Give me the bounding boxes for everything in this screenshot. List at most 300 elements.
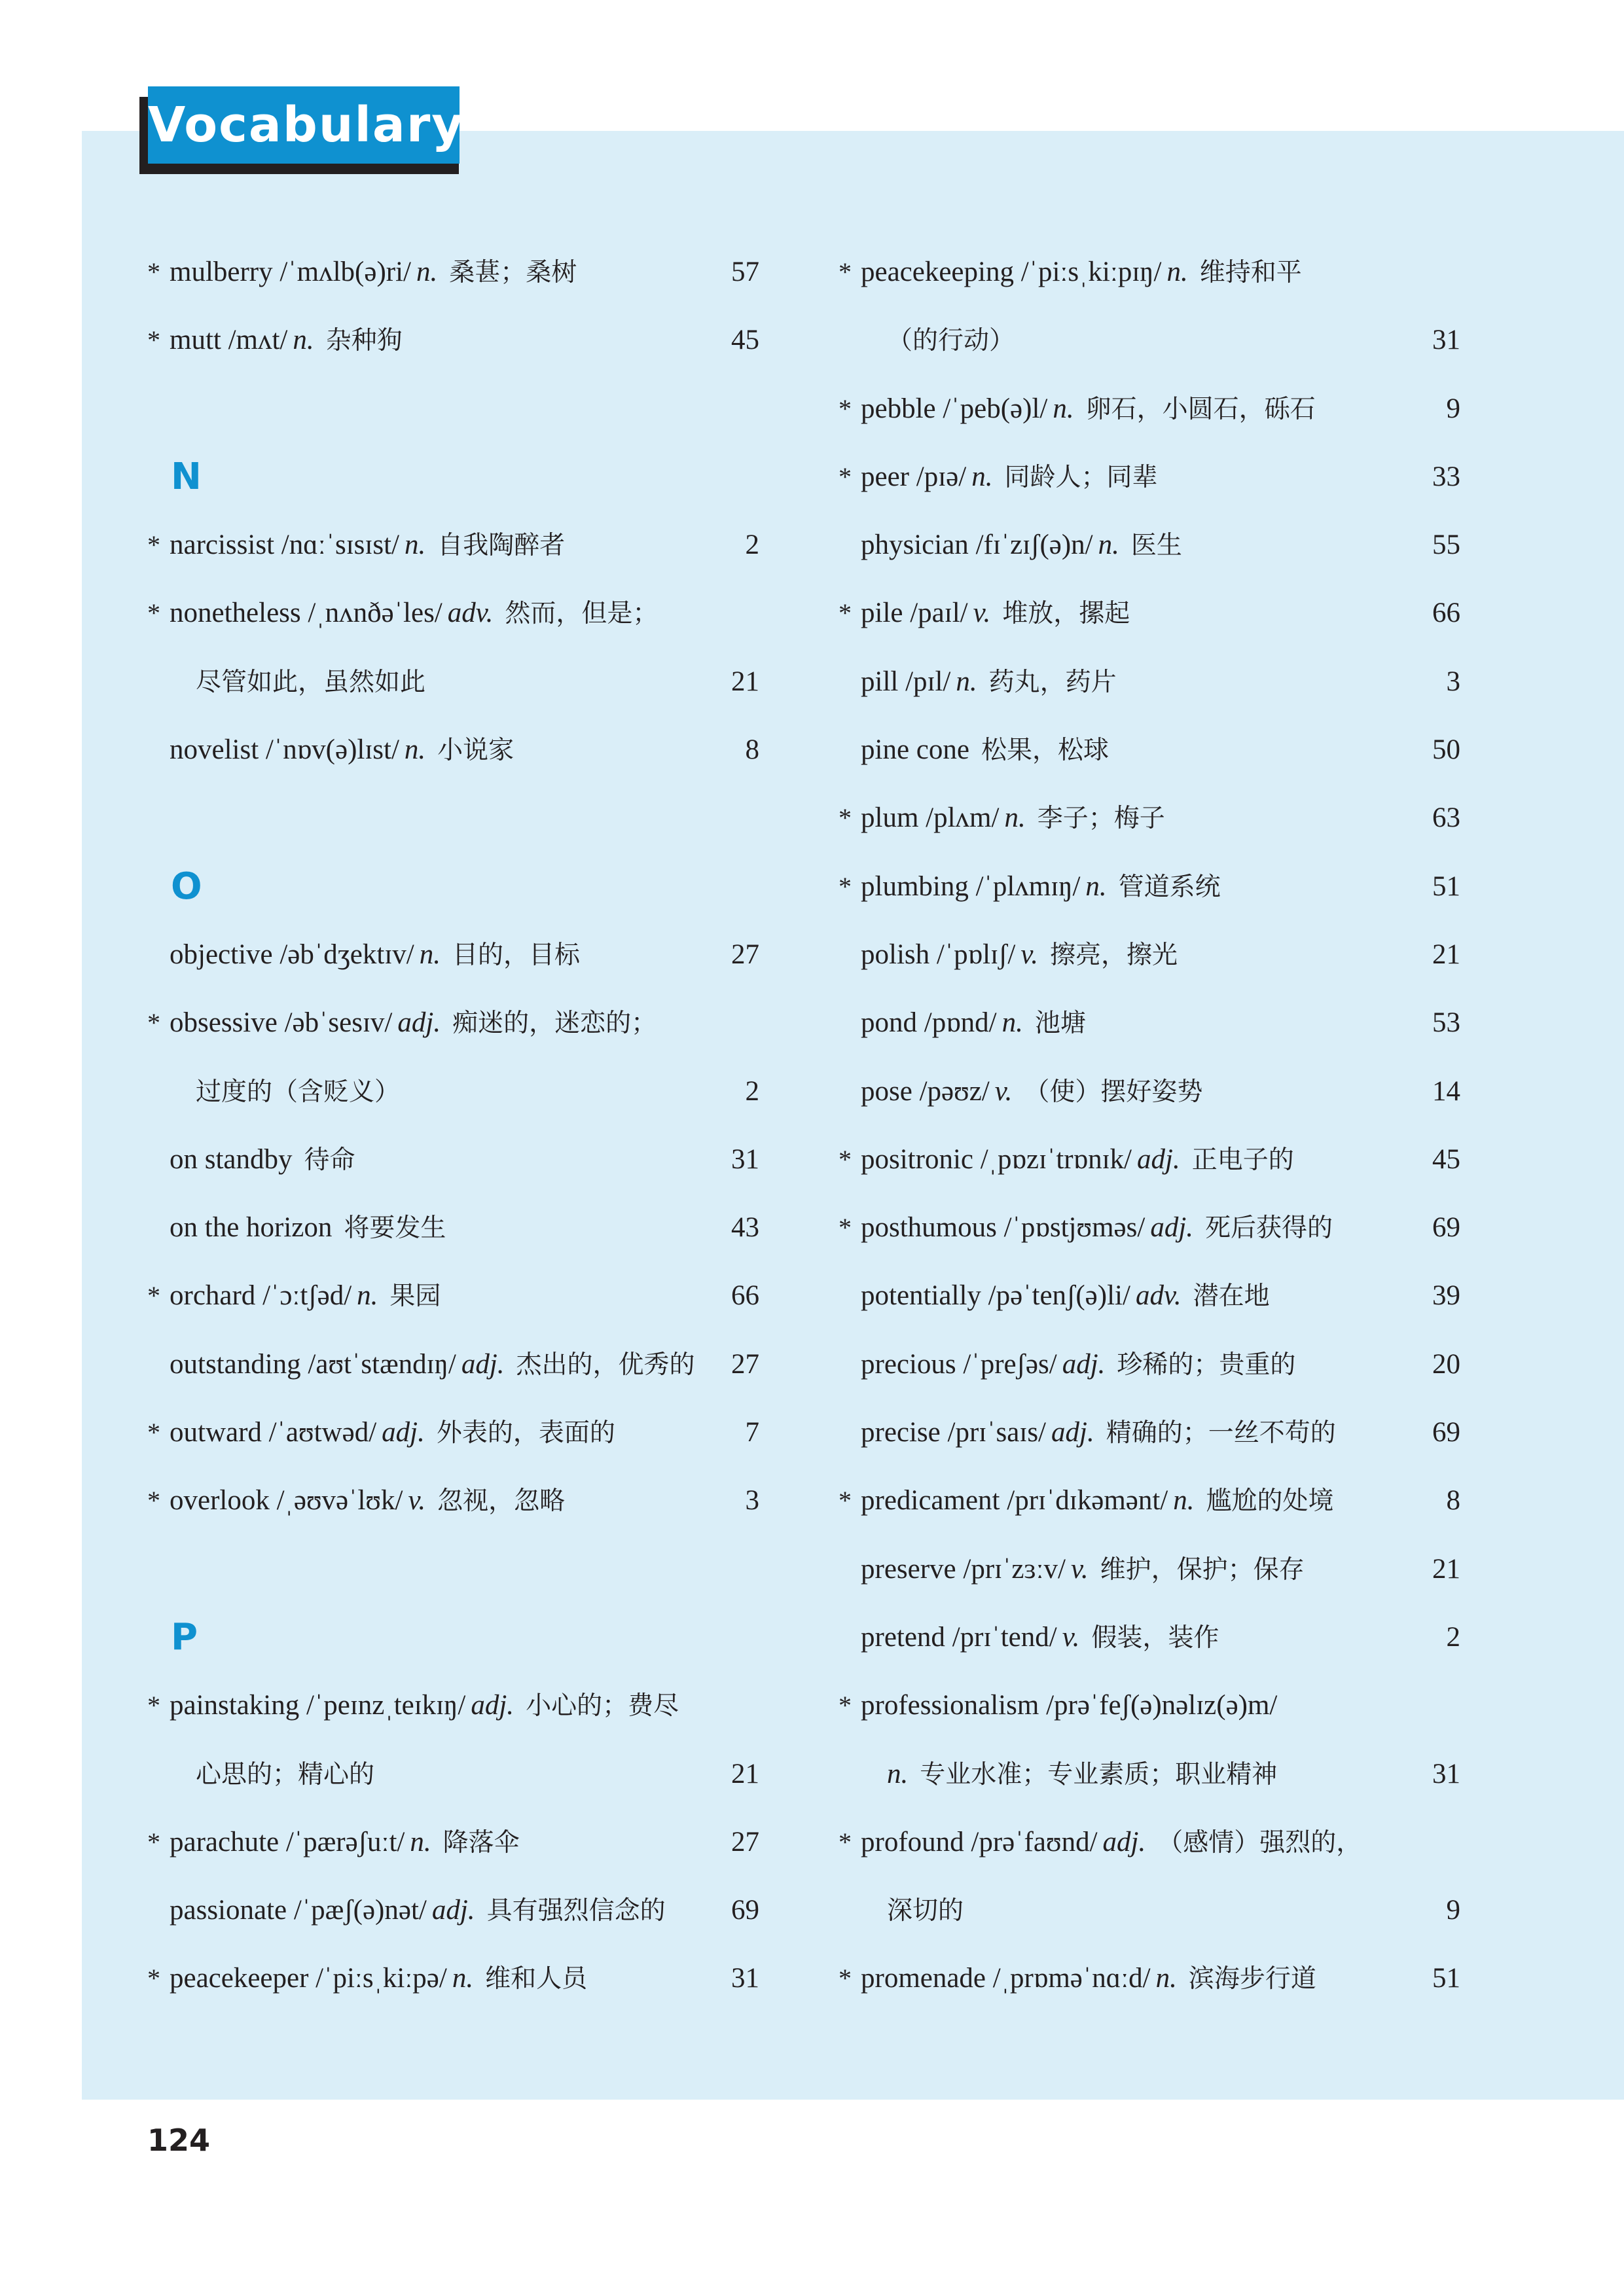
section-letter: N — [171, 455, 202, 498]
chinese-definition: （使）摆好姿势 — [1024, 1077, 1203, 1107]
entry-text — [887, 306, 1388, 375]
headword: peer — [861, 461, 909, 492]
chinese-definition: 然而，但是； — [505, 599, 659, 629]
headword: polish — [861, 939, 930, 970]
vocab-entry — [839, 716, 1460, 784]
headword: physician — [861, 529, 969, 561]
chinese-definition: 假装，装作 — [1091, 1623, 1219, 1653]
page-reference: 9 — [1446, 1895, 1460, 1926]
vocab-entry — [147, 579, 759, 647]
page-reference: 66 — [731, 1280, 759, 1312]
part-of-speech: adj. — [397, 1007, 441, 1039]
part-of-speech: n. — [416, 257, 438, 287]
chinese-definition: 深切的 — [887, 1896, 964, 1926]
core-word-marker: * — [839, 1964, 852, 1994]
chinese-definition: 尽管如此，虽然如此 — [196, 667, 426, 697]
core-word-marker: * — [839, 393, 852, 423]
chinese-definition: 管道系统 — [1118, 872, 1221, 902]
entry-text — [170, 306, 687, 375]
core-word-marker: * — [839, 1486, 852, 1516]
headword: pebble — [861, 393, 936, 424]
entry-text — [196, 1740, 687, 1809]
chinese-definition: 堆放，摞起 — [1002, 599, 1130, 629]
core-word-marker: * — [839, 871, 852, 901]
headword: novelist — [170, 734, 259, 766]
vocab-entry — [839, 1262, 1460, 1330]
part-of-speech: adv. — [447, 598, 494, 629]
chinese-definition: 目的，目标 — [452, 940, 580, 970]
entry-text — [196, 648, 687, 717]
vocab-entry — [839, 853, 1460, 921]
chinese-definition: 小说家 — [437, 736, 514, 766]
core-word-marker: * — [839, 1144, 852, 1174]
page-reference: 8 — [1446, 1485, 1460, 1516]
headword: professionalism — [861, 1690, 1039, 1721]
entry-text — [861, 375, 1388, 444]
entry-text — [861, 853, 1388, 922]
page-reference: 57 — [731, 257, 759, 287]
phonetic: /ˈpɒstjʊməs/ — [1003, 1212, 1146, 1244]
part-of-speech: adj. — [382, 1417, 425, 1448]
vocab-entry — [147, 1126, 759, 1194]
entry-text — [861, 579, 1388, 648]
entry-text — [861, 1331, 1388, 1399]
vocab-entry — [839, 1604, 1460, 1672]
chinese-definition: 同龄人；同辈 — [1004, 462, 1158, 492]
core-word-marker: * — [147, 1418, 160, 1448]
part-of-speech: n. — [1053, 393, 1074, 424]
vocab-entry — [839, 375, 1460, 443]
phonetic: /ˈmʌlb(ə)ri/ — [280, 257, 411, 287]
headword: nonetheless — [170, 598, 301, 629]
phonetic: /ˈpæʃ(ə)nət/ — [293, 1895, 427, 1926]
phonetic: /fɪˈzɪʃ(ə)n/ — [975, 529, 1093, 561]
vocab-entry — [839, 1535, 1460, 1604]
phonetic: /ˌnʌnðəˈles/ — [308, 598, 442, 629]
phonetic: /ˈpɒlɪʃ/ — [936, 939, 1016, 970]
vocab-entry — [839, 1672, 1460, 1740]
headword: mulberry — [170, 257, 273, 287]
part-of-speech: v. — [1062, 1621, 1080, 1653]
phonetic: /prəˈfaʊnd/ — [971, 1826, 1098, 1857]
page-reference: 2 — [745, 529, 759, 561]
chinese-definition: 擦亮，擦光 — [1049, 940, 1178, 970]
entry-text — [861, 1945, 1388, 2013]
phonetic: /prɪˈsaɪs/ — [947, 1417, 1046, 1448]
vocab-entry — [147, 1672, 759, 1740]
page-reference: 14 — [1432, 1075, 1460, 1107]
entry-text — [861, 1126, 1388, 1194]
vocab-entry — [839, 579, 1460, 647]
phonetic: /ˈpiːsˌkiːpə/ — [316, 1963, 447, 1994]
page-reference: 31 — [1432, 1758, 1460, 1789]
part-of-speech: v. — [994, 1075, 1013, 1107]
entry-text — [861, 443, 1388, 512]
phonetic: /ˈnɒv(ə)lɪst/ — [265, 734, 399, 766]
phonetic: /ˌpɒzɪˈtrɒnɪk/ — [980, 1143, 1132, 1175]
vocab-entry — [839, 1399, 1460, 1467]
part-of-speech: v. — [973, 598, 991, 629]
headword: promenade — [861, 1963, 986, 1994]
chinese-definition: 忽视，忽略 — [437, 1486, 566, 1516]
entry-text — [170, 1331, 695, 1399]
page-reference: 51 — [1432, 1963, 1460, 1994]
entry-text — [170, 1262, 687, 1331]
headword: plumbing — [861, 870, 969, 902]
part-of-speech: n. — [887, 1758, 909, 1789]
chinese-definition: 自我陶醉者 — [437, 531, 566, 561]
phonetic: /prəˈfeʃ(ə)nəlɪz(ə)m/ — [1046, 1690, 1278, 1721]
core-word-marker: * — [839, 1213, 852, 1243]
vocab-entry — [839, 1058, 1460, 1126]
entry-text — [170, 511, 687, 580]
vocab-entry-continuation — [839, 306, 1460, 374]
headword: parachute — [170, 1826, 280, 1857]
entry-text — [170, 1467, 687, 1535]
core-word-marker: * — [147, 530, 160, 560]
page-reference: 2 — [1446, 1621, 1460, 1653]
core-word-marker: * — [839, 461, 852, 492]
phonetic: /ˈpeb(ə)l/ — [943, 393, 1048, 424]
entry-text — [170, 238, 687, 307]
headword: on standby — [170, 1143, 293, 1175]
page-reference: 45 — [1432, 1143, 1460, 1175]
entry-text — [861, 1604, 1388, 1672]
part-of-speech: n. — [971, 461, 993, 492]
chinese-definition: 医生 — [1130, 531, 1182, 561]
part-of-speech: n. — [1004, 802, 1026, 834]
vocab-entry-continuation — [147, 1058, 759, 1126]
chinese-definition: 杂种狗 — [325, 326, 403, 356]
core-word-marker: * — [147, 1691, 160, 1721]
vocab-entry — [839, 511, 1460, 579]
page-reference: 69 — [731, 1895, 759, 1926]
phonetic: /ˈpiːsˌkiːpɪŋ/ — [1020, 257, 1162, 287]
entry-text — [861, 1672, 1388, 1740]
headword: overlook — [170, 1485, 270, 1516]
page-reference: 50 — [1432, 734, 1460, 766]
phonetic: /pɒnd/ — [924, 1007, 997, 1039]
core-word-marker: * — [839, 598, 852, 628]
page-reference: 9 — [1446, 393, 1460, 424]
phonetic: /paɪl/ — [910, 598, 968, 629]
chinese-definition: 药丸，药片 — [988, 667, 1117, 697]
entry-text — [170, 579, 687, 648]
page-reference: 51 — [1432, 870, 1460, 902]
chinese-definition: 具有强烈信念的 — [486, 1896, 666, 1926]
vocab-entry — [839, 1808, 1460, 1876]
section-spacer — [147, 1535, 759, 1604]
headword: pretend — [861, 1621, 945, 1653]
phonetic: /əbˈdʒektɪv/ — [280, 939, 414, 970]
entry-text — [861, 784, 1388, 853]
chinese-definition: 杰出的，优秀的 — [516, 1350, 695, 1380]
page-reference: 66 — [1432, 598, 1460, 629]
section-letter: O — [171, 865, 202, 908]
vocab-entry-continuation — [147, 1740, 759, 1808]
phonetic: /prɪˈdɪkəmənt/ — [1007, 1485, 1168, 1516]
vocab-entry-continuation — [839, 1740, 1460, 1808]
page-reference: 33 — [1432, 461, 1460, 492]
page-reference: 21 — [1432, 1553, 1460, 1585]
phonetic: /prɪˈzɜːv/ — [963, 1553, 1066, 1585]
vocab-entry — [147, 1467, 759, 1535]
headword: pine cone — [861, 734, 969, 766]
entry-text — [170, 1194, 687, 1263]
part-of-speech: n. — [410, 1826, 431, 1857]
chinese-definition: 待命 — [304, 1145, 355, 1175]
phonetic: /ˈpeɪnzˌteɪkɪŋ/ — [306, 1690, 466, 1721]
vocab-entry — [147, 921, 759, 989]
headword: peacekeeper — [170, 1963, 309, 1994]
entry-text — [861, 921, 1388, 990]
page-reference: 8 — [745, 734, 759, 766]
chinese-definition: 维护，保护；保存 — [1100, 1554, 1305, 1585]
page-reference: 2 — [745, 1075, 759, 1107]
chinese-definition: （感情）强烈的， — [1157, 1827, 1362, 1857]
part-of-speech: n. — [956, 666, 977, 697]
chinese-definition: 尴尬的处境 — [1206, 1486, 1334, 1516]
phonetic: /ˌprɒməˈnɑːd/ — [992, 1963, 1151, 1994]
vocab-entry — [147, 1262, 759, 1330]
part-of-speech: v. — [1070, 1553, 1089, 1585]
phonetic: /prɪˈtend/ — [952, 1621, 1057, 1653]
phonetic: /əbˈsesɪv/ — [284, 1007, 393, 1039]
entry-text — [170, 1876, 687, 1945]
part-of-speech: n. — [404, 734, 426, 766]
headword: posthumous — [861, 1212, 997, 1244]
core-word-marker: * — [839, 803, 852, 833]
vocab-entry — [839, 1194, 1460, 1262]
chinese-definition: 过度的（含贬义） — [196, 1077, 401, 1107]
entry-text — [861, 1262, 1388, 1331]
headword: pond — [861, 1007, 917, 1039]
part-of-speech: adj. — [1062, 1348, 1106, 1380]
page-reference: 27 — [731, 1348, 759, 1380]
entry-text — [170, 1126, 687, 1194]
section-spacer — [147, 784, 759, 852]
part-of-speech: n. — [1098, 529, 1119, 561]
part-of-speech: v. — [408, 1485, 426, 1516]
page-reference: 3 — [1446, 666, 1460, 697]
vocab-entry — [839, 1126, 1460, 1194]
part-of-speech: adj. — [1150, 1212, 1194, 1244]
vocab-entry — [839, 921, 1460, 989]
section-letter: P — [171, 1615, 198, 1659]
vocab-entry — [147, 1194, 759, 1262]
vocab-entry — [839, 648, 1460, 716]
core-word-marker: * — [839, 1827, 852, 1857]
phonetic: /ˈɔːtʃəd/ — [262, 1280, 352, 1312]
core-word-marker: * — [147, 1964, 160, 1994]
page-number: 124 — [147, 2123, 211, 2158]
part-of-speech: n. — [1173, 1485, 1195, 1516]
phonetic: /ˈpærəʃuːt/ — [285, 1826, 405, 1857]
page-reference: 21 — [1432, 939, 1460, 970]
vocab-entry — [147, 1876, 759, 1945]
entry-text — [861, 716, 1388, 785]
page-reference: 21 — [731, 1758, 759, 1789]
page-reference: 55 — [1432, 529, 1460, 561]
vocab-entry — [147, 716, 759, 784]
entry-text — [170, 1399, 687, 1467]
entry-text — [861, 1535, 1388, 1604]
entry-text — [861, 989, 1388, 1058]
vocab-entry — [147, 1808, 759, 1876]
vocab-entry-continuation — [147, 648, 759, 716]
page-reference: 43 — [731, 1212, 759, 1244]
entry-text — [196, 1058, 687, 1126]
vocab-entry — [839, 1331, 1460, 1399]
core-word-marker: * — [839, 1691, 852, 1721]
vocab-entry — [839, 1467, 1460, 1535]
headword: profound — [861, 1826, 964, 1857]
entry-text — [170, 1945, 687, 2013]
headword: narcissist — [170, 529, 275, 561]
part-of-speech: adv. — [1135, 1280, 1182, 1312]
headword: pill — [861, 666, 899, 697]
vocab-entry — [147, 989, 759, 1057]
part-of-speech: adj. — [431, 1895, 475, 1926]
page-reference: 20 — [1432, 1348, 1460, 1380]
headword: precious — [861, 1348, 956, 1380]
phonetic: /pəʊz/ — [919, 1075, 990, 1107]
page-reference: 27 — [731, 1826, 759, 1857]
page-title: Vocabulary — [148, 86, 460, 164]
chinese-definition: 专业水准；专业素质；职业精神 — [920, 1759, 1278, 1789]
core-word-marker: * — [147, 257, 160, 287]
headword: painstaking — [170, 1690, 300, 1721]
vocab-entry — [839, 989, 1460, 1057]
core-word-marker: * — [147, 1827, 160, 1857]
headword: outward — [170, 1417, 262, 1448]
vocab-entry — [147, 1331, 759, 1399]
headword: mutt — [170, 325, 221, 356]
part-of-speech: adj. — [1137, 1143, 1180, 1175]
part-of-speech: adj. — [1051, 1417, 1094, 1448]
part-of-speech: n. — [357, 1280, 378, 1312]
headword: potentially — [861, 1280, 981, 1312]
part-of-speech: adj. — [461, 1348, 505, 1380]
vocab-entry — [839, 1945, 1460, 2013]
phonetic: /pɪə/ — [916, 461, 967, 492]
entry-text — [861, 1058, 1388, 1126]
chinese-definition: 小心的；费尽 — [526, 1691, 679, 1721]
page-reference: 69 — [1432, 1417, 1460, 1448]
entry-text — [861, 648, 1388, 717]
headword: passionate — [170, 1895, 287, 1926]
core-word-marker: * — [147, 1486, 160, 1516]
entry-text — [170, 989, 687, 1058]
part-of-speech: n. — [1155, 1963, 1177, 1994]
phonetic: /pɪl/ — [905, 666, 951, 697]
entry-text — [170, 1672, 687, 1740]
core-word-marker: * — [839, 257, 852, 287]
page-reference: 21 — [731, 666, 759, 697]
vocab-entry — [147, 1945, 759, 2013]
headword: pose — [861, 1075, 912, 1107]
chinese-definition: 维持和平 — [1199, 258, 1302, 287]
headword: pile — [861, 598, 903, 629]
chinese-definition: 李子；梅子 — [1037, 804, 1165, 834]
entry-text — [170, 1808, 687, 1877]
chinese-definition: 果园 — [389, 1282, 441, 1312]
page-reference: 45 — [731, 325, 759, 356]
entry-text — [887, 1876, 1388, 1945]
headword: obsessive — [170, 1007, 278, 1039]
phonetic: /plʌm/ — [926, 802, 1000, 834]
page-reference: 53 — [1432, 1007, 1460, 1039]
chinese-definition: 将要发生 — [344, 1213, 446, 1244]
headword: on the horizon — [170, 1212, 333, 1244]
core-word-marker: * — [147, 325, 160, 355]
vocab-entry — [839, 443, 1460, 511]
entry-text — [887, 1740, 1388, 1809]
vocab-entry — [147, 511, 759, 579]
phonetic: /ˈaʊtwəd/ — [268, 1417, 377, 1448]
entry-text — [861, 1808, 1388, 1877]
part-of-speech: n. — [1085, 870, 1107, 902]
phonetic: /aʊtˈstændɪŋ/ — [308, 1348, 456, 1380]
part-of-speech: adj. — [1102, 1826, 1146, 1857]
page-reference: 27 — [731, 939, 759, 970]
chinese-definition: 松果，松球 — [981, 736, 1109, 766]
core-word-marker: * — [147, 598, 160, 628]
entry-text — [170, 716, 687, 785]
page-reference: 31 — [731, 1143, 759, 1175]
page-reference: 63 — [1432, 802, 1460, 834]
chinese-definition: （的行动） — [887, 326, 1015, 356]
section-spacer — [147, 375, 759, 443]
entry-text — [861, 1194, 1388, 1263]
core-word-marker: * — [147, 1281, 160, 1311]
phonetic: /nɑːˈsɪsɪst/ — [281, 529, 399, 561]
page-reference: 3 — [745, 1485, 759, 1516]
vocab-entry — [147, 1399, 759, 1467]
phonetic: /pəˈtenʃ(ə)li/ — [988, 1280, 1130, 1312]
entry-text — [861, 1399, 1388, 1467]
chinese-definition: 精确的；一丝不苟的 — [1106, 1418, 1336, 1448]
part-of-speech: n. — [1001, 1007, 1023, 1039]
chinese-definition: 外表的，表面的 — [436, 1418, 615, 1448]
phonetic: /ˈplʌmɪŋ/ — [975, 870, 1081, 902]
chinese-definition: 桑葚；桑树 — [449, 258, 577, 287]
headword: peacekeeping — [861, 257, 1014, 287]
vocab-entry — [839, 784, 1460, 852]
entry-text — [861, 511, 1388, 580]
page-reference: 69 — [1432, 1212, 1460, 1244]
entry-text — [861, 238, 1388, 307]
chinese-definition: 心思的；精心的 — [196, 1759, 375, 1789]
chinese-definition: 潜在地 — [1193, 1282, 1270, 1312]
entry-text — [861, 1467, 1388, 1535]
headword: predicament — [861, 1485, 1000, 1516]
part-of-speech: n. — [452, 1963, 474, 1994]
chinese-definition: 卵石，小圆石，砾石 — [1085, 394, 1316, 424]
vocabulary-column-right — [839, 238, 1460, 2013]
chinese-definition: 维和人员 — [485, 1964, 588, 1994]
chinese-definition: 池塘 — [1034, 1009, 1086, 1039]
vocab-entry — [839, 238, 1460, 306]
part-of-speech: n. — [405, 529, 426, 561]
vocab-entry-continuation — [839, 1876, 1460, 1945]
phonetic: /mʌt/ — [228, 325, 288, 356]
part-of-speech: n. — [419, 939, 441, 970]
part-of-speech: n. — [293, 325, 314, 356]
headword: orchard — [170, 1280, 256, 1312]
vocabulary-column-left — [147, 238, 759, 2013]
headword: positronic — [861, 1143, 973, 1175]
